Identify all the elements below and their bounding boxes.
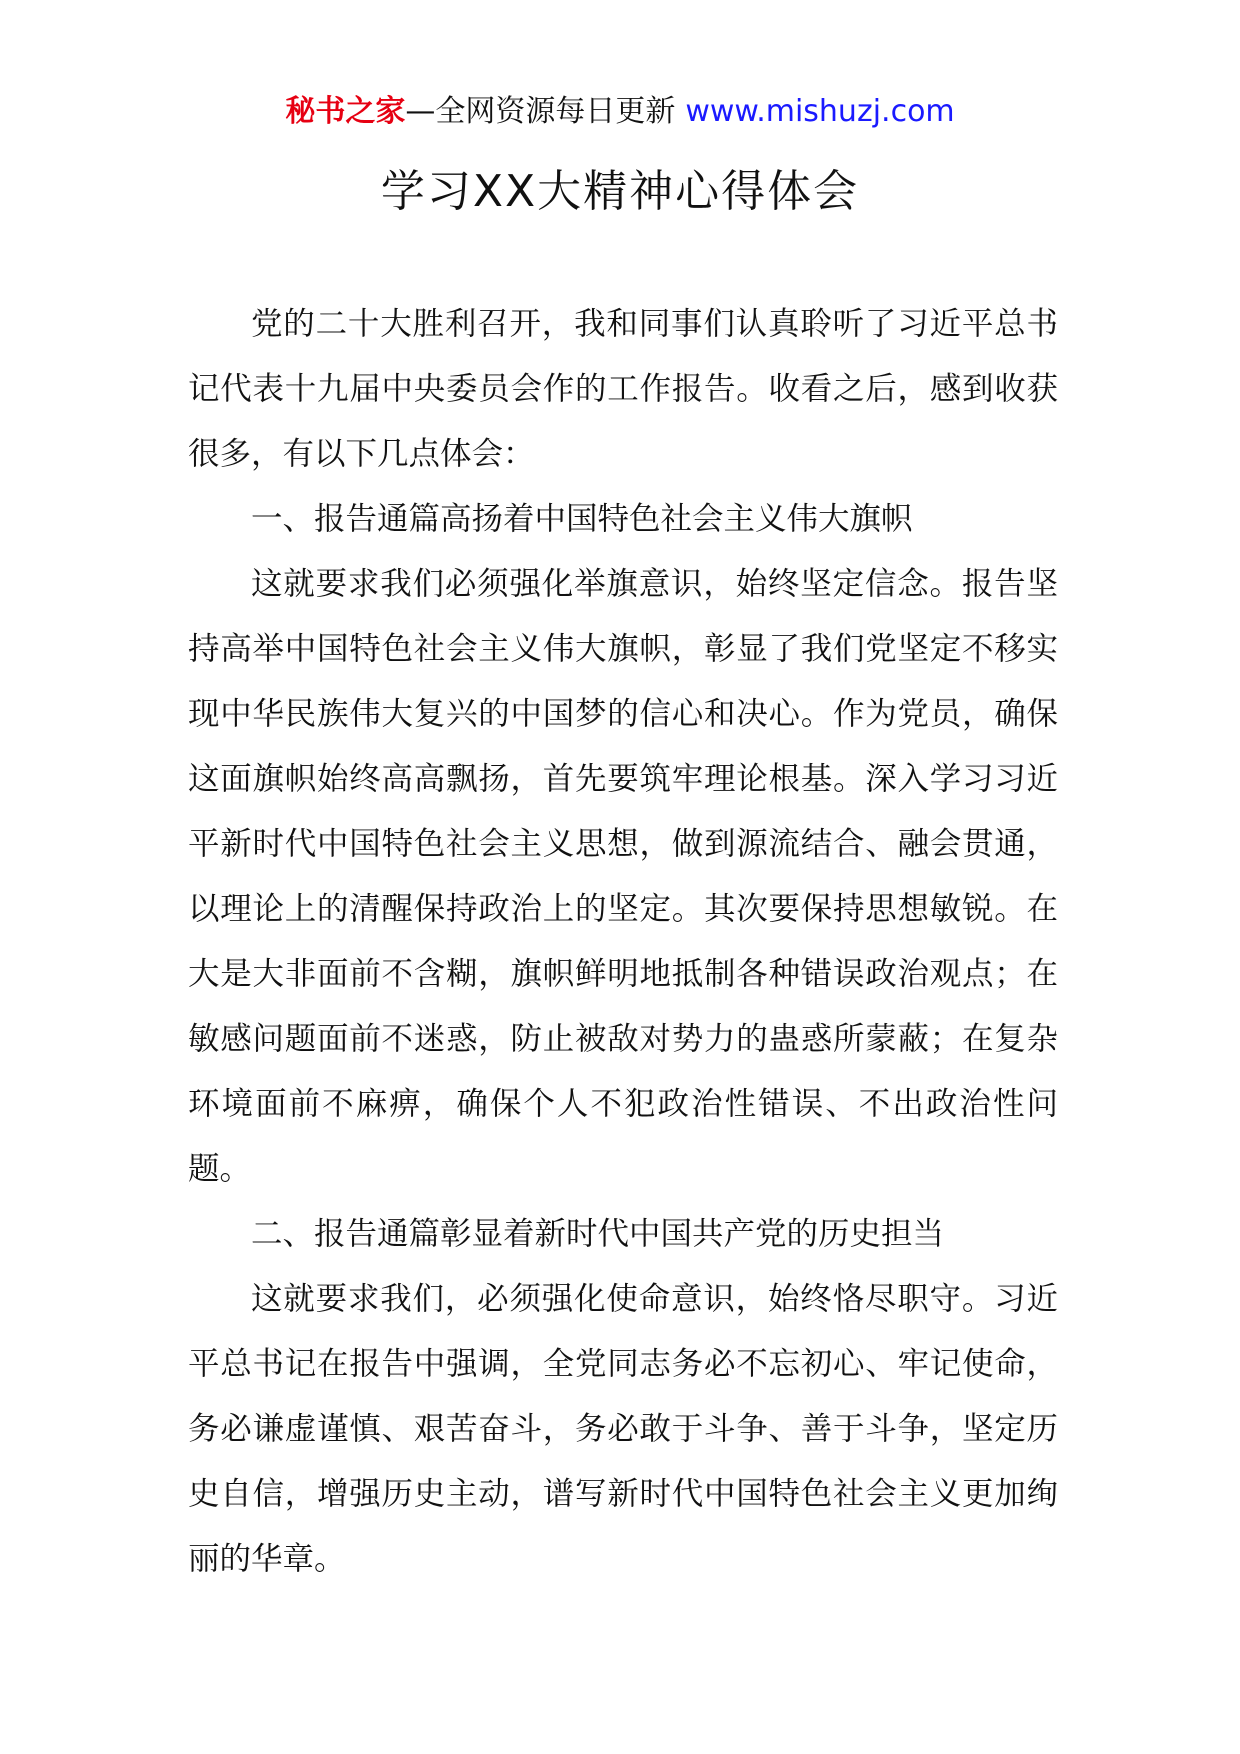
site-url-link[interactable]: www.mishuzj.com [685, 94, 955, 129]
section-paragraph-1: 这就要求我们必须强化举旗意识，始终坚定信念。报告坚持高举中国特色社会主义伟大旗帜，彰显了我们党坚定不移实现中华民族伟大复兴的中国梦的信心和决心。作为党员，确保这面旗帜始终高高飘扬，首先要筑牢理论根基。深入学习习近平新时代中国特色社会主义思想，做到源流结合、融会贯通，以理论上的清醒保持政治上的坚定。其次要保持思想敏锐。在大是大非面前不含糊，旗帜鲜明地抵制各种错误政治观点；在敏感问题面前不迷惑，防止被敌对势力的蛊惑所蒙蔽；在复杂环境面前不麻痹，确保个人不犯政治性错误、不出政治性问题。 [188, 566, 1058, 1187]
section-heading-1: 一、报告通篇高扬着中国特色社会主义伟大旗帜 [251, 501, 913, 537]
section-paragraph-2: 这就要求我们，必须强化使命意识，始终恪尽职守。习近平总书记在报告中强调，全党同志务必不忘初心、牢记使命，务必谦虚谨慎、艰苦奋斗，务必敢于斗争、善于斗争，坚定历史自信，增强历史主动，谱写新时代中国特色社会主义更加绚丽的华章。 [188, 1281, 1058, 1577]
document-title: 学习XX大精神心得体会 [380, 166, 860, 217]
header-tagline: —全网资源每日更新 [405, 94, 676, 129]
section-heading-2: 二、报告通篇彰显着新时代中国共产党的历史担当 [251, 1216, 945, 1252]
site-header [0, 92, 1240, 132]
intro-paragraph: 党的二十大胜利召开，我和同事们认真聆听了习近平总书记代表十九届中央委员会作的工作报告。收看之后，感到收获很多，有以下几点体会： [188, 306, 1058, 472]
document-body [188, 292, 1058, 1592]
brand-name: 秘书之家 [285, 94, 406, 129]
